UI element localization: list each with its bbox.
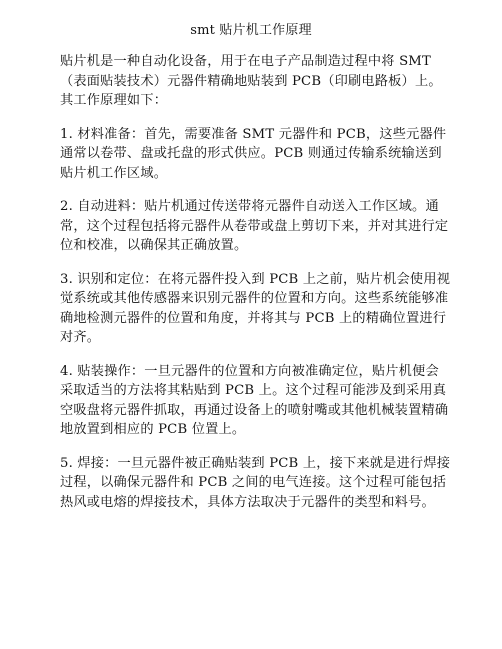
paragraph-material-preparation: 1. 材料准备：首先，需要准备 SMT 元器件和 PCB，这些元器件通常以卷带、盘或托盘的形式供应。PCB 则通过传输系统输送到贴片机工作区域。: [60, 126, 447, 181]
paragraph-recognition-positioning: 3. 识别和定位：在将元器件投入到 PCB 上之前，贴片机会使用视觉系统或其他传感器来识别元器件的位置和方向。这些系统能够准确地检测元器件的位置和角度，并将其与 PCB 上的精确位置进行对齐。: [60, 271, 451, 345]
paragraph-soldering: 5. 焊接：一旦元器件被正确贴装到 PCB 上，接下来就是进行焊接过程，以确保元器件和 PCB 之间的电气连接。这个过程可能包括热风或电熔的焊接技术，具体方法取决于元器件的类型和料号。: [60, 455, 451, 510]
intro-paragraph: 贴片机是一种自动化设备，用于在电子产品制造过程中将 SMT（表面贴装技术）元器件精确地贴装到 PCB（印刷电路板）上。其工作原理如下：: [60, 54, 442, 108]
paragraph-auto-feeding: 2. 自动进料：贴片机通过传送带将元器件自动送入工作区域。通常，这个过程包括将元器件从卷带或盘上剪切下来，并对其进行定位和校准，以确保其正确放置。: [60, 199, 449, 253]
document-title: smt 贴片机工作原理: [190, 23, 312, 38]
paragraph-placement-operation: 4. 贴装操作：一旦元器件的位置和方向被准确定位，贴片机便会采取适当的方法将其粘贴到 PCB 上。这个过程可能涉及到采用真空吸盘将元器件抓取，再通过设备上的喷射嘴或其他机械装置精确地放置到相应的 PCB 位置上。: [60, 363, 449, 437]
document-body: [60, 52, 452, 526]
